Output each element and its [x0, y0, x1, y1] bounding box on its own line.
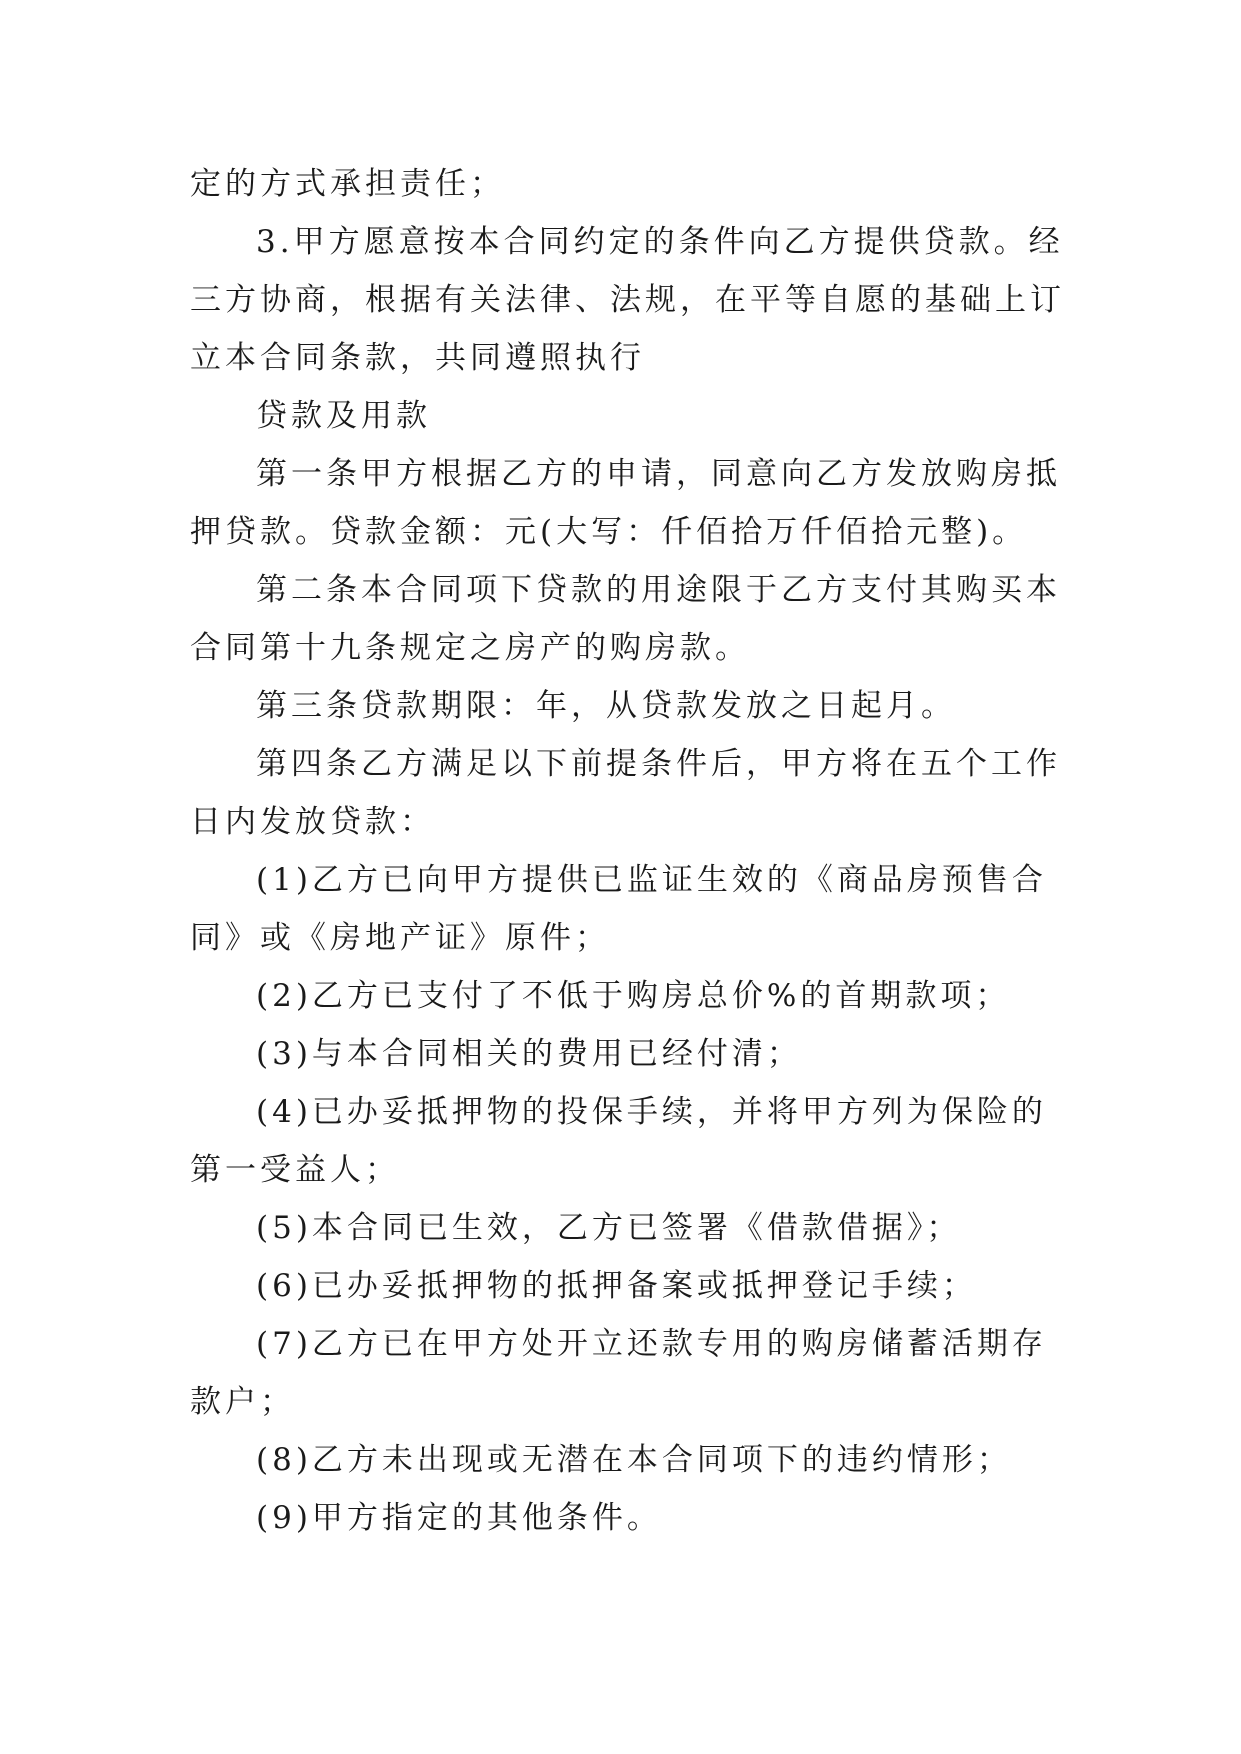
list-item-condition-7: (7)乙方已在甲方处开立还款专用的购房储蓄活期存款户；	[190, 1326, 1047, 1420]
list-item-condition-2: (2)乙方已支付了不低于购房总价%的首期款项；	[256, 978, 1011, 1014]
list-item-condition-5: (5)本合同已生效，乙方已签署《借款借据》；	[256, 1210, 962, 1246]
paragraph-article-2: 第二条本合同项下贷款的用途限于乙方支付其购买本合同第十九条规定之房产的购房款。	[190, 572, 1061, 666]
list-item-condition-8: (8)乙方未出现或无潜在本合同项下的违约情形；	[256, 1442, 1012, 1478]
paragraph-article-4: 第四条乙方满足以下前提条件后，甲方将在五个工作日内发放贷款：	[190, 746, 1061, 840]
list-item-condition-3: (3)与本合同相关的费用已经付清；	[256, 1036, 802, 1072]
paragraph-liability-continuation: 定的方式承担责任；	[190, 166, 505, 202]
document-body	[190, 155, 1070, 1547]
paragraph-clause-3: 3.甲方愿意按本合同约定的条件向乙方提供贷款。经三方协商，根据有关法律、法规，在平等自愿的基础上订立本合同条款，共同遵照执行	[190, 224, 1065, 376]
list-item-condition-1: (1)乙方已向甲方提供已监证生效的《商品房预售合同》或《房地产证》原件；	[190, 862, 1047, 956]
paragraph-article-1: 第一条甲方根据乙方的申请，同意向乙方发放购房抵押贷款。贷款金额：元(大写：仟佰拾万仟佰拾元整)。	[190, 456, 1061, 550]
section-heading-loan-and-use: 贷款及用款	[256, 398, 431, 434]
list-item-condition-4: (4)已办妥抵押物的投保手续，并将甲方列为保险的第一受益人；	[190, 1094, 1047, 1188]
paragraph-article-3: 第三条贷款期限：年，从贷款发放之日起月。	[256, 688, 956, 724]
list-item-condition-9: (9)甲方指定的其他条件。	[256, 1500, 662, 1536]
list-item-condition-6: (6)已办妥抵押物的抵押备案或抵押登记手续；	[256, 1268, 977, 1304]
